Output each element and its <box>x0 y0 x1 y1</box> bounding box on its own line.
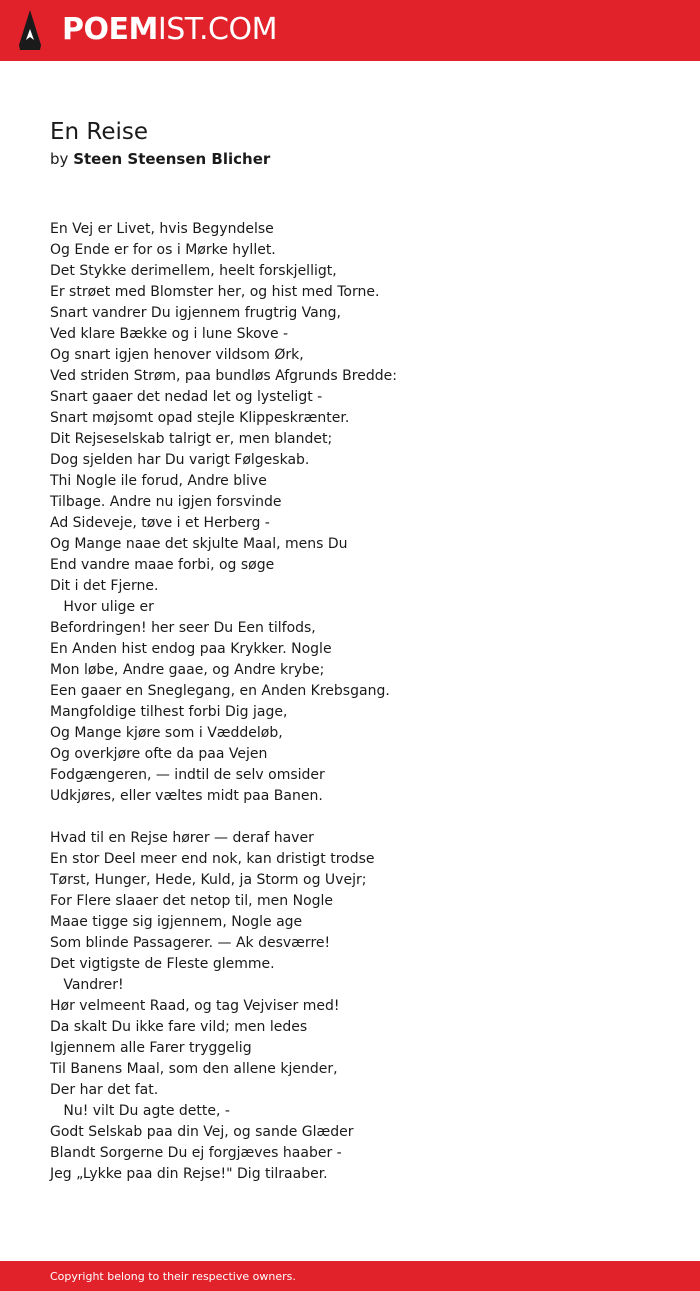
poem-line: Mon løbe, Andre gaae, og Andre krybe; <box>50 662 325 678</box>
poem-line: End vandre maae forbi, og søge <box>50 557 275 573</box>
poem-line: Jeg „Lykke paa din Rejse!" Dig tilraaber. <box>50 1166 328 1182</box>
poem-title: En Reise <box>50 119 149 145</box>
poem-line: Maae tigge sig igjennem, Nogle age <box>50 914 303 930</box>
poem-line: Nu! vilt Du agte dette, - <box>50 1103 230 1119</box>
poem-line: Tørst, Hunger, Hede, Kuld, ja Storm og Uvejr; <box>50 872 367 888</box>
copyright-notice: Copyright belong to their respective owners. <box>50 1270 296 1283</box>
poem-line: Ad Sideveje, tøve i et Herberg - <box>50 515 270 531</box>
poem-line: For Flere slaaer det netop til, men Nogle <box>50 893 334 909</box>
poem-line: Dit Rejseselskab talrigt er, men blandet; <box>50 431 333 447</box>
poem-line: Og Mange naae det skjulte Maal, mens Du <box>50 536 348 552</box>
poem-line: Det Stykke derimellem, heelt forskjelligt, <box>50 263 337 279</box>
poem-line: Mangfoldige tilhest forbi Dig jage, <box>50 704 288 720</box>
poem-author: Steen Steensen Blicher <box>73 150 271 168</box>
poem-line: Hvad til en Rejse hører — deraf haver <box>50 830 314 846</box>
poem-line: Er strøet med Blomster her, og hist med Torne. <box>50 284 380 300</box>
poem-line: Thi Nogle ile forud, Andre blive <box>50 473 267 489</box>
poem-line: Snart gaaer det nedad let og lysteligt - <box>50 389 323 405</box>
poem-line: Ved striden Strøm, paa bundløs Afgrunds Bredde: <box>50 368 397 384</box>
pencil-tip-icon[interactable] <box>17 9 43 51</box>
site-footer <box>0 1261 700 1291</box>
poem-line: Dog sjelden har Du varigt Følgeskab. <box>50 452 310 468</box>
poem-line: Og Mange kjøre som i Væddeløb, <box>50 725 283 741</box>
poem-line: Og overkjøre ofte da paa Vejen <box>50 746 268 762</box>
poem-line: En Anden hist endog paa Krykker. Nogle <box>50 641 332 657</box>
poem-line: Een gaaer en Sneglegang, en Anden Krebsgang. <box>50 683 390 699</box>
logo-bold-text: POEM <box>62 12 158 47</box>
poem-body <box>50 219 650 1185</box>
poem-line: Som blinde Passagerer. — Ak desværre! <box>50 935 331 951</box>
poem-line: Vandrer! <box>50 977 124 993</box>
poem-line: Igjennem alle Farer tryggelig <box>50 1040 252 1056</box>
logo-light-text: IST.COM <box>157 12 277 47</box>
poem-line: Snart møjsomt opad stejle Klippeskrænter. <box>50 410 350 426</box>
poem-line: Fodgængeren, — indtil de selv omsider <box>50 767 325 783</box>
poem-line: Godt Selskab paa din Vej, og sande Glæder <box>50 1124 354 1140</box>
site-header <box>0 0 700 61</box>
site-logo[interactable] <box>62 11 277 49</box>
poem-line: Til Banens Maal, som den allene kjender, <box>50 1061 338 1077</box>
poem-line: En stor Deel meer end nok, kan dristigt trodse <box>50 851 375 867</box>
poem-line: Det vigtigste de Fleste glemme. <box>50 956 275 972</box>
poem-line: Udkjøres, eller væltes midt paa Banen. <box>50 788 323 804</box>
poem-line: Da skalt Du ikke fare vild; men ledes <box>50 1019 308 1035</box>
poem-line: Hør velmeent Raad, og tag Vejviser med! <box>50 998 340 1014</box>
poem-line: Ved klare Bække og i lune Skove - <box>50 326 289 342</box>
poem-line: Og snart igjen henover vildsom Ørk, <box>50 347 304 363</box>
poem-line: En Vej er Livet, hvis Begyndelse <box>50 221 274 237</box>
poem-line: Og Ende er for os i Mørke hyllet. <box>50 242 276 258</box>
poem-line: Hvor ulige er <box>50 599 154 615</box>
poem-line <box>50 807 650 828</box>
by-label: by <box>50 150 69 168</box>
poem-line: Befordringen! her seer Du Een tilfods, <box>50 620 316 636</box>
poem-line: Tilbage. Andre nu igjen forsvinde <box>50 494 282 510</box>
poem-line: Blandt Sorgerne Du ej forgjæves haaber - <box>50 1145 342 1161</box>
poem-byline <box>50 148 270 170</box>
poem-line: Snart vandrer Du igjennem frugtrig Vang, <box>50 305 341 321</box>
poem-line: Der har det fat. <box>50 1082 159 1098</box>
poem-line: Dit i det Fjerne. <box>50 578 159 594</box>
